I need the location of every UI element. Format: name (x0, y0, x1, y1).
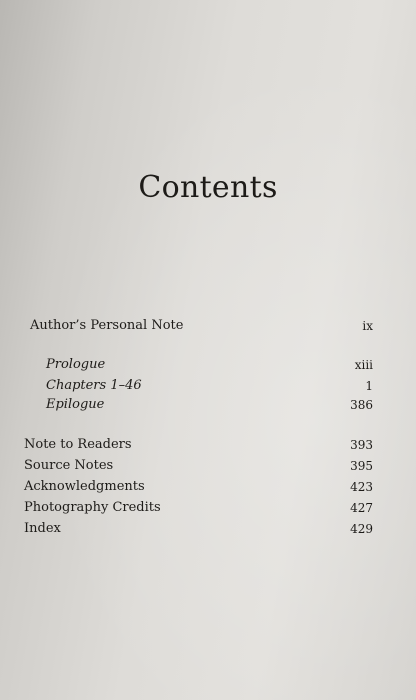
toc-entry-page: 393 (350, 438, 373, 452)
toc-entry-label: Source Notes (24, 458, 114, 473)
toc-entry-label: Acknowledgments (24, 479, 145, 494)
toc-entry-prologue (0, 355, 416, 375)
toc-entry-page: ix (362, 319, 373, 333)
toc-entry-page: 1 (365, 379, 373, 393)
toc-entry-note-to-readers (0, 435, 416, 455)
toc-entry-source-notes (0, 456, 416, 476)
toc-entry-chapters (0, 376, 416, 396)
toc-entry-label: Prologue (46, 357, 106, 372)
toc-entry-acknowledgments (0, 477, 416, 497)
toc-entry-label: Chapters 1–46 (46, 378, 142, 393)
toc-entry-page: xiii (354, 358, 373, 372)
toc-entry-index (0, 519, 416, 539)
toc-entry-page: 395 (350, 459, 373, 473)
toc-entry-label: Index (24, 521, 61, 536)
toc-entry-label: Author’s Personal Note (30, 318, 184, 333)
toc-entry-label: Photography Credits (24, 500, 161, 515)
toc-entry-label: Epilogue (46, 397, 105, 412)
toc-entry-authors-note (0, 316, 416, 336)
page-title: Contents (138, 170, 278, 205)
toc-entry-page: 423 (350, 480, 373, 494)
toc-entry-page: 427 (350, 501, 373, 515)
toc-entry-page: 429 (350, 522, 373, 536)
toc-entry-photography-credits (0, 498, 416, 518)
toc-entry-epilogue (0, 395, 416, 415)
toc-entry-label: Note to Readers (24, 437, 132, 452)
toc-entry-page: 386 (350, 398, 373, 412)
